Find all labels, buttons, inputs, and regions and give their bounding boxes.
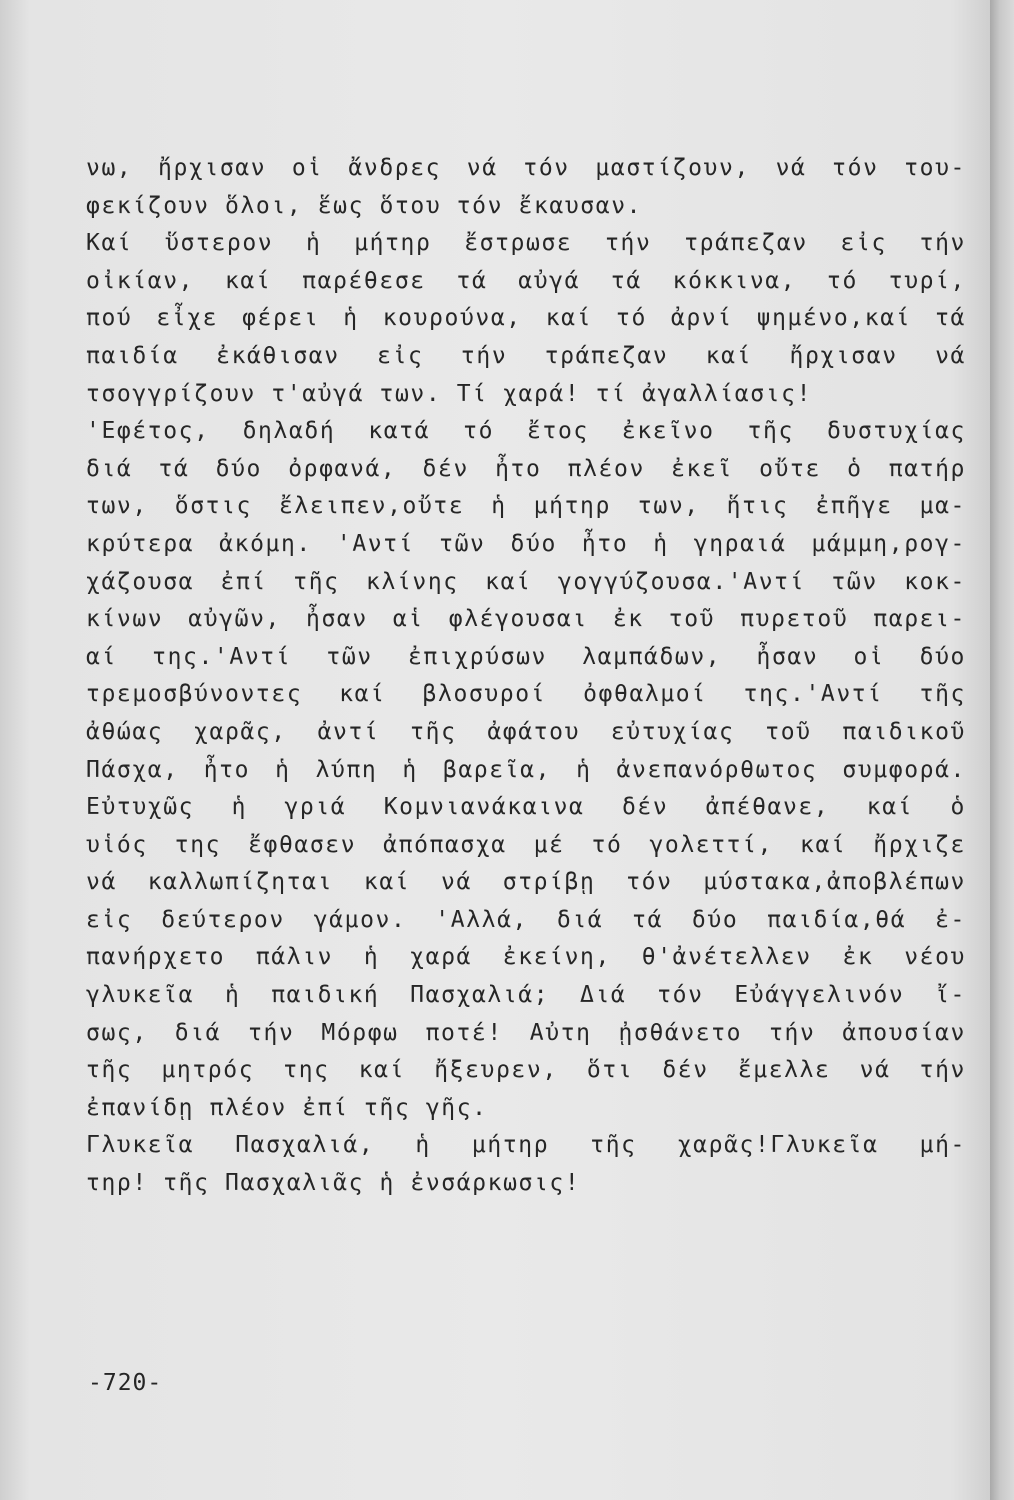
page-number: -720- xyxy=(88,1370,163,1396)
text-line: χάζουσα ἐπί τῆς κλίνης καί γογγύζουσα.'Αντί τῶν κοκ- xyxy=(86,568,966,595)
text-line: εἰς δεύτερον γάμον. 'Αλλά, διά τά δύο παιδία,θά ἐ- xyxy=(86,906,966,933)
text-line: γλυκεῖα ἡ παιδική Πασχαλιά; Διά τόν Εὐάγγελινόν ἴ- xyxy=(86,982,966,1009)
text-line: ἐπανίδῃ πλέον ἐπί τῆς γῆς. xyxy=(86,1094,488,1121)
text-line: τῆς μητρός της καί ἤξευρεν, ὅτι δέν ἔμελλε νά τήν xyxy=(86,1057,966,1084)
text-line: σως, διά τήν Μόρφω ποτέ! Αὐτη ᾐσθάνετο τήν ἀπουσίαν xyxy=(86,1019,966,1046)
text-line: κίνων αὐγῶν, ἦσαν αἱ φλέγουσαι ἐκ τοῦ πυρετοῦ παρει- xyxy=(86,606,966,633)
page-edge-shadow xyxy=(990,0,1014,1500)
text-line: αί της.'Αντί τῶν ἐπιχρύσων λαμπάδων, ἦσαν οἱ δύο xyxy=(86,643,966,670)
text-line: πανήρχετο πάλιν ἡ χαρά ἐκείνη, θ'ἀνέτελλεν ἐκ νέου xyxy=(86,944,966,971)
text-line: Εὐτυχῶς ἡ γριά Κομνιανάκαινα δέν ἀπέθανε, καί ὁ xyxy=(86,794,966,821)
text-line: ἀθώας χαρᾶς, ἀντί τῆς ἀφάτου εὐτυχίας τοῦ παιδικοῦ xyxy=(86,718,966,745)
text-line: οἰκίαν, καί παρέθεσε τά αὐγά τά κόκκινα, τό τυρί, xyxy=(86,267,966,294)
text-line: διά τά δύο ὀρφανά, δέν ἦτο πλέον ἐκεῖ οὔτε ὁ πατήρ xyxy=(86,455,966,482)
text-line: Γλυκεῖα Πασχαλιά, ἡ μήτηρ τῆς χαρᾶς!Γλυκεῖα μή- xyxy=(86,1132,966,1159)
text-line: φεκίζουν ὅλοι, ἕως ὅτου τόν ἔκαυσαν. xyxy=(86,192,643,219)
text-line: τσογγρίζουν τ'αὐγά των. Τί χαρά! τί ἀγαλλίασις! xyxy=(86,380,813,407)
text-line: νω, ἤρχισαν οἱ ἄνδρες νά τόν μαστίζουν, νά τόν του- xyxy=(86,155,966,181)
text-line: 'Εφέτος, δηλαδή κατά τό ἔτος ἐκεῖνο τῆς δυστυχίας xyxy=(86,418,966,445)
text-line: πού εἶχε φέρει ἡ κουρούνα, καί τό ἀρνί ψημένο,καί τά xyxy=(86,305,966,332)
text-line: Πάσχα, ἦτο ἡ λύπη ἡ βαρεῖα, ἡ ἀνεπανόρθωτος συμφορά. xyxy=(86,756,966,783)
text-line: κρύτερα ἀκόμη. 'Αντί τῶν δύο ἦτο ἡ γηραιά μάμμη,ρογ- xyxy=(86,530,966,557)
text-line: νά καλλωπίζηται καί νά στρίβῃ τόν μύστακα,ἀποβλέπων xyxy=(86,869,966,896)
text-line: των, ὅστις ἔλειπεν,οὔτε ἡ μήτηρ των, ἥτις ἐπῆγε μα- xyxy=(86,493,966,520)
text-line: υἱός της ἔφθασεν ἀπόπασχα μέ τό γολεττί, καί ἤρχιζε xyxy=(86,831,966,858)
body-text xyxy=(86,150,966,1203)
text-line: Καί ὕστερον ἡ μήτηρ ἔστρωσε τήν τράπεζαν εἰς τήν xyxy=(86,230,966,257)
text-line: τρεμοσβύνοντες καί βλοσυροί ὀφθαλμοί της.'Αντί τῆς xyxy=(86,681,966,708)
text-line: τηρ! τῆς Πασχαλιᾶς ἡ ἐνσάρκωσις! xyxy=(86,1170,581,1197)
text-line: παιδία ἐκάθισαν εἰς τήν τράπεζαν καί ἤρχισαν νά xyxy=(86,342,966,369)
